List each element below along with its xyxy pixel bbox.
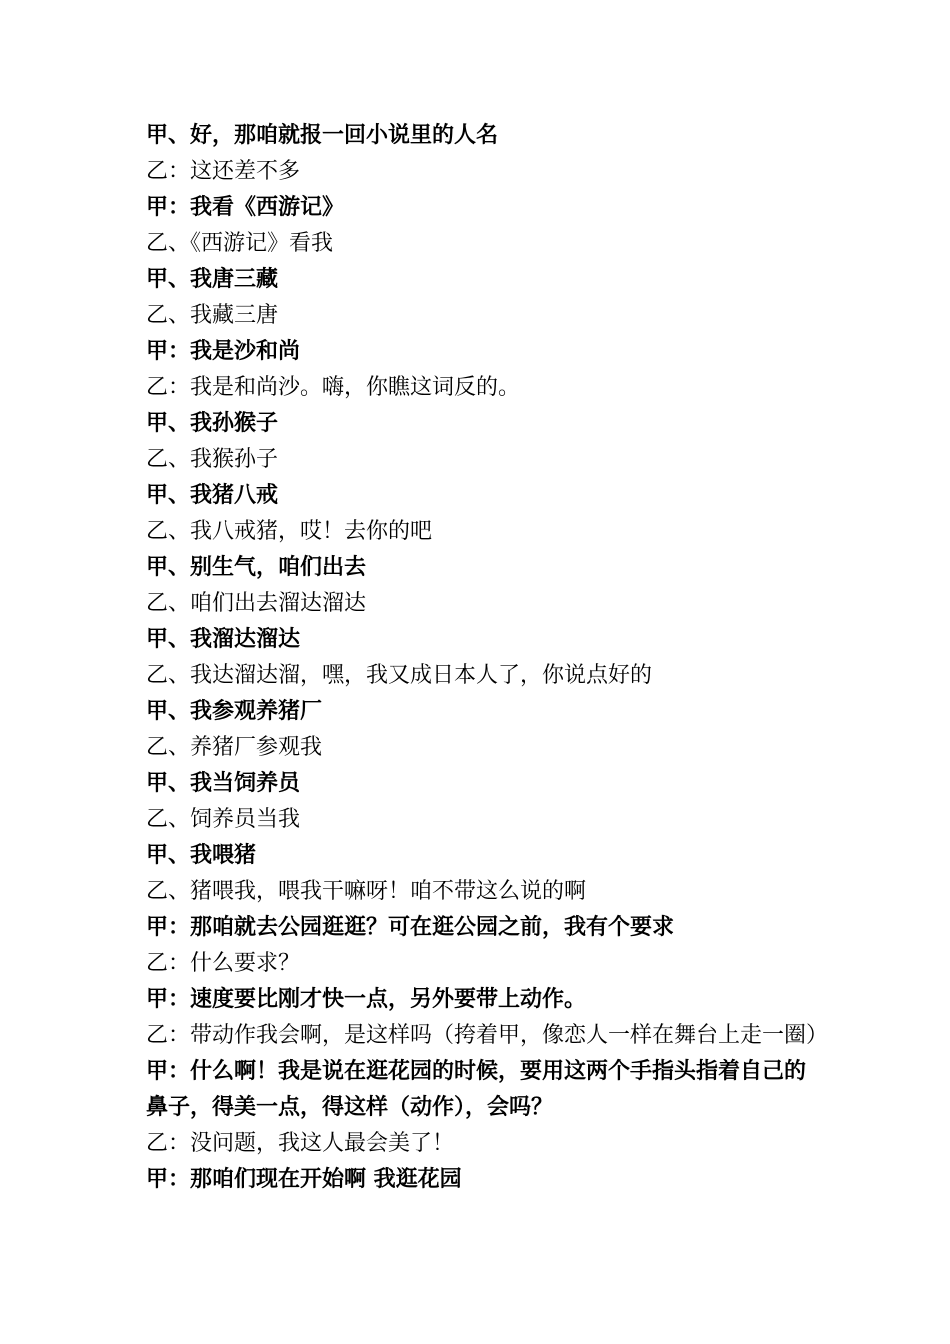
dialogue-line: 甲、我溜达溜达 [146, 627, 301, 652]
dialogue-line: 乙、咱们出去溜达溜达 [146, 591, 367, 616]
dialogue-line: 乙、我达溜达溜，嘿，我又成日本人了，你说点好的 [146, 663, 653, 688]
dialogue-line: 鼻子，得美一点，得这样（动作），会吗？ [146, 1095, 554, 1120]
dialogue-line: 乙：没问题，我这人最会美了！ [146, 1131, 455, 1156]
dialogue-line: 甲：那咱就去公园逛逛？可在逛公园之前，我有个要求 [146, 915, 675, 940]
dialogue-line: 乙：我是和尚沙。嗨，你瞧这词反的。 [146, 375, 521, 400]
dialogue-line: 乙、养猪厂参观我 [146, 735, 323, 760]
dialogue-line: 乙、我猴孙子 [146, 447, 279, 472]
dialogue-line: 甲：速度要比刚才快一点，另外要带上动作。 [146, 987, 587, 1012]
dialogue-line: 乙、饲养员当我 [146, 807, 301, 832]
dialogue-line: 甲、我唐三藏 [146, 267, 279, 292]
dialogue-line: 乙：什么要求？ [146, 951, 301, 976]
dialogue-line: 甲、我参观养猪厂 [146, 699, 323, 724]
dialogue-line: 甲：什么啊！我是说在逛花园的时候，要用这两个手指头指着自己的 [146, 1059, 807, 1084]
dialogue-line: 乙、《西游记》看我 [146, 231, 334, 256]
dialogue-line: 甲：我看《西游记》 [146, 195, 345, 220]
dialogue-line: 甲、我当饲养员 [146, 771, 301, 796]
dialogue-line: 甲：我是沙和尚 [146, 339, 301, 364]
dialogue-line: 甲、我猪八戒 [146, 483, 279, 508]
dialogue-line: 甲、我喂猪 [146, 843, 257, 868]
dialogue-line: 甲、别生气，咱们出去 [146, 555, 367, 580]
dialogue-line: 甲、我孙猴子 [146, 411, 279, 436]
dialogue-line: 甲：那咱们现在开始啊 我逛花园 [146, 1167, 462, 1192]
dialogue-line: 甲、好，那咱就报一回小说里的人名 [146, 123, 499, 148]
dialogue-line: 乙、猪喂我，喂我干嘛呀！咱不带这么说的啊 [146, 879, 587, 904]
dialogue-script [146, 118, 829, 1198]
dialogue-line: 乙、我八戒猪，哎！去你的吧 [146, 519, 433, 544]
dialogue-line: 乙：带动作我会啊，是这样吗（挎着甲，像恋人一样在舞台上走一圈） [146, 1023, 829, 1048]
dialogue-line: 乙、我藏三唐 [146, 303, 279, 328]
dialogue-line: 乙：这还差不多 [146, 159, 301, 184]
